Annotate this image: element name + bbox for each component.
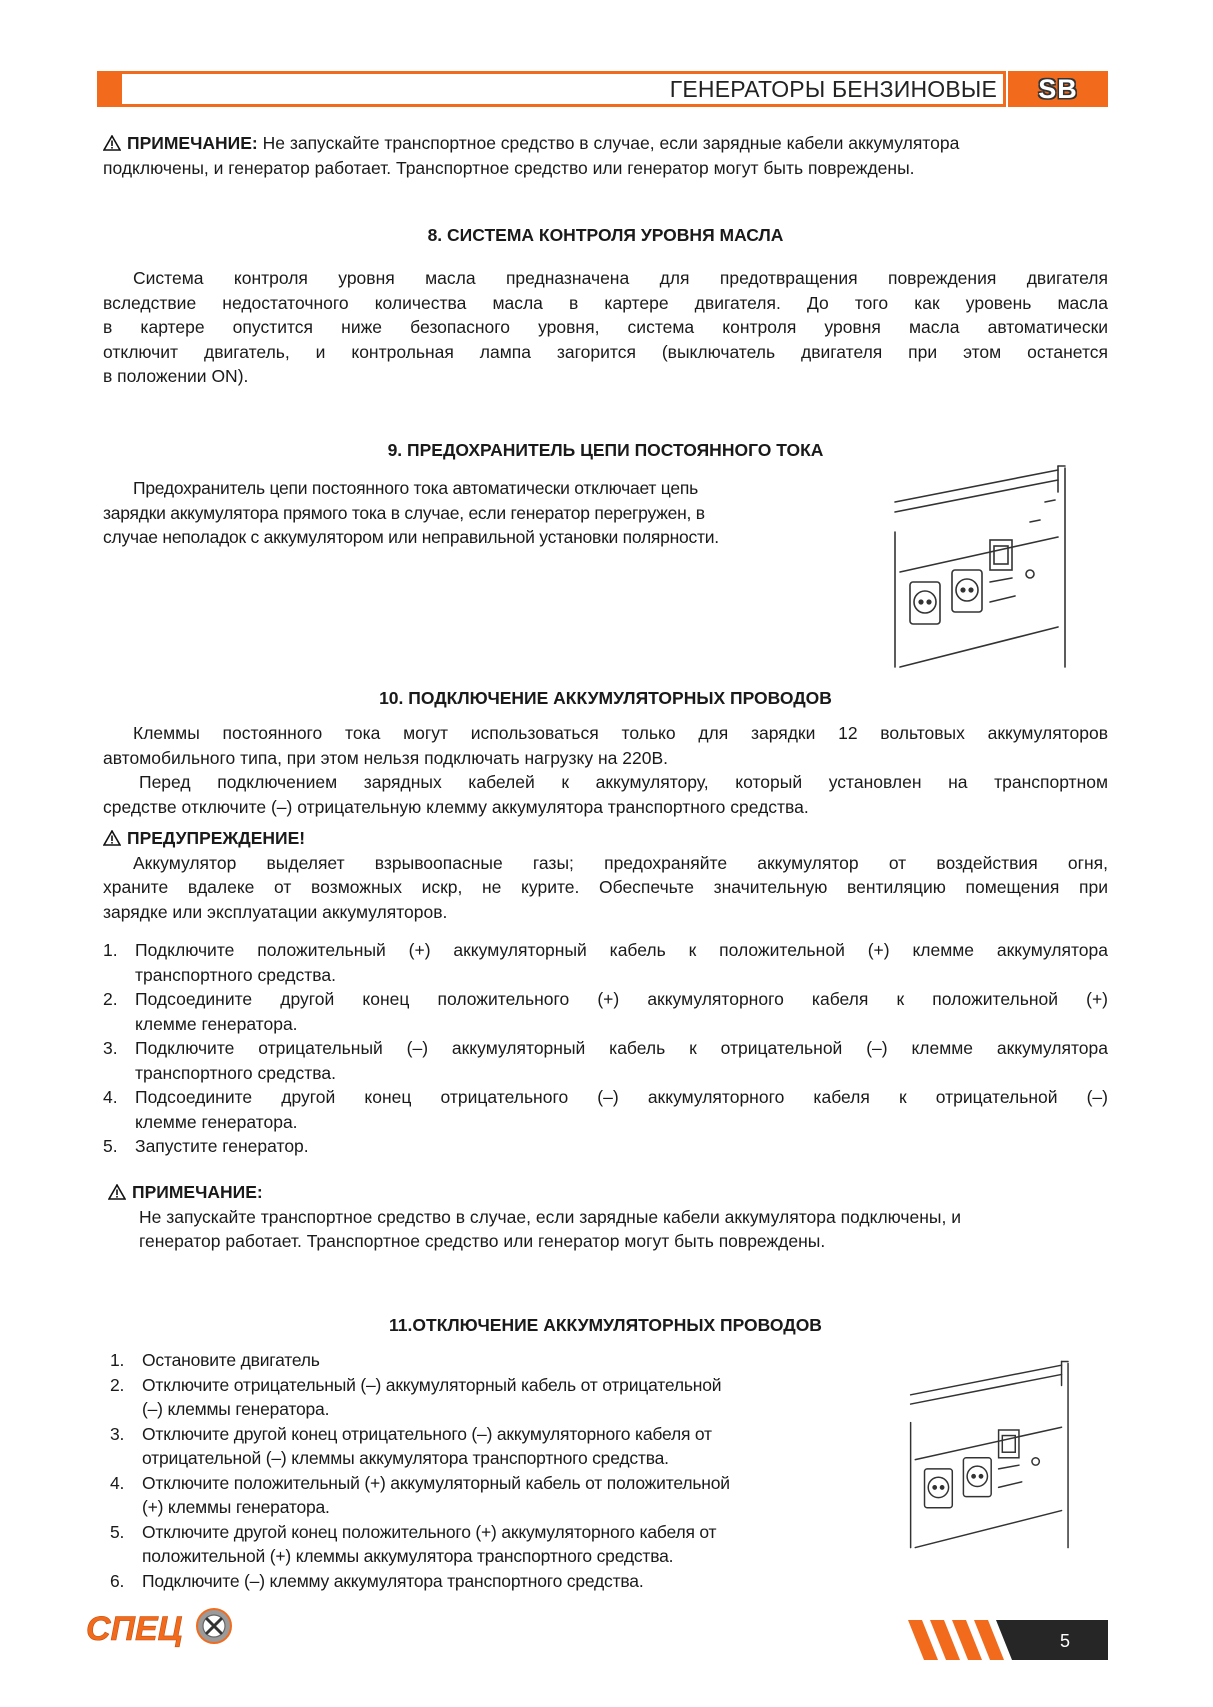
- note-top: [103, 131, 1108, 180]
- connect-steps-list: [103, 938, 1108, 1159]
- warning-line: Аккумулятор выделяет взрывоопасные газы; предохраняйте аккумулятор от воздействия огня,: [133, 852, 1108, 873]
- section-8-line: отключит двигатель, и контрольная лампа загорится (выключатель двигателя при этом останется: [103, 341, 1108, 362]
- list-item: 2. Подсоедините другой конец положительного (+) аккумуляторного кабеля к положительной (+) клемме генератора.: [103, 989, 1108, 1034]
- list-item: 5. Отключите другой конец положительного (+) аккумуляторного кабеля от положительной (+) клеммы аккумулятора транспортного средства.: [110, 1521, 717, 1566]
- list-item: 4. Отключите положительный (+) аккумуляторный кабель от положительной (+) клеммы генератора.: [110, 1472, 730, 1517]
- section-9-line: случае неполадок с аккумулятором или неправильной установки полярности.: [103, 527, 719, 547]
- list-item: 1. Остановите двигатель: [110, 1350, 320, 1370]
- section-8-line: вследствие недостаточного количества масла в картере двигателя. До того как уровень масла: [103, 292, 1108, 313]
- section-11-title: 11.ОТКЛЮЧЕНИЕ АККУМУЛЯТОРНЫХ ПРОВОДОВ: [389, 1315, 822, 1335]
- section-10-line: средстве отключите (–) отрицательную клемму аккумулятора транспортного средства.: [103, 796, 809, 817]
- section-10-title: 10. ПОДКЛЮЧЕНИЕ АККУМУЛЯТОРНЫХ ПРОВОДОВ: [379, 688, 832, 708]
- logo-text: СПЕЦ: [86, 1610, 183, 1648]
- logo-graphic: [84, 1602, 234, 1652]
- list-item: 6. Подключите (–) клемму аккумулятора транспортного средства.: [110, 1570, 644, 1591]
- note-line: генератор работает. Транспортное средство или генератор могут быть повреждены.: [139, 1231, 826, 1251]
- section-10-body: [103, 721, 1108, 819]
- section-9-title: 9. ПРЕДОХРАНИТЕЛЬ ЦЕПИ ПОСТОЯННОГО ТОКА: [387, 440, 824, 460]
- brand-badge: [1008, 71, 1108, 107]
- page-number-bar: [908, 1620, 1108, 1660]
- section-8-title: 8. СИСТЕМА КОНТРОЛЯ УРОВНЯ МАСЛА: [427, 225, 784, 245]
- section-8-body: [103, 266, 1108, 389]
- warning-icon: [103, 830, 121, 846]
- section-9-body: [103, 476, 848, 550]
- page-number: 5: [1059, 1631, 1071, 1651]
- list-item: 3. Подключите отрицательный (–) аккумуляторный кабель к отрицательной (–) клемме аккумулятора транспортного средства.: [103, 1038, 1108, 1083]
- section-9-line: Предохранитель цепи постоянного тока автоматически отключает цепь: [133, 478, 698, 498]
- list-item: 1. Подключите положительный (+) аккумуляторный кабель к положительной (+) клемме аккумулятора транспортного средства.: [103, 940, 1108, 985]
- brand-badge-label: SB: [1038, 73, 1078, 104]
- list-item: 3. Отключите другой конец отрицательного (–) аккумуляторного кабеля от отрицательной (–) клеммы аккумулятора транспортного средства.: [110, 1423, 712, 1468]
- header-accent-block: [97, 71, 119, 107]
- generator-panel-figure: [890, 462, 1106, 672]
- section-8-line: в картере опустится ниже безопасного уровня, система контроля уровня масла автоматически: [103, 317, 1108, 337]
- section-10-warning: [103, 826, 1108, 924]
- section-8-line: в положении ON).: [103, 366, 249, 386]
- warning-icon: [108, 1184, 126, 1200]
- note-label: ПРИМЕЧАНИЕ:: [132, 1182, 263, 1202]
- section-8-line: Система контроля уровня масла предназначена для предотвращения повреждения двигателя: [133, 268, 1108, 288]
- warning-label: ПРЕДУПРЕЖДЕНИЕ!: [127, 828, 306, 848]
- note-line: Не запускайте транспортное средство в случае, если зарядные кабели аккумулятора подключены, и: [139, 1206, 962, 1227]
- page-title: ГЕНЕРАТОРЫ БЕНЗИНОВЫЕ: [669, 76, 997, 102]
- brand-logo: [84, 1602, 234, 1652]
- warning-line: храните вдалеке от возможных искр, не курите. Обеспечьте значительную вентиляцию помещения при: [103, 877, 1108, 897]
- note-top-line2: подключены, и генератор работает. Транспортное средство или генератор могут быть повреждены.: [103, 157, 915, 178]
- list-item: 5. Запустите генератор.: [103, 1136, 309, 1156]
- section-10-line: Перед подключением зарядных кабелей к аккумулятору, который установлен на транспортном: [139, 772, 1108, 792]
- section-10-note: [108, 1180, 1113, 1254]
- generator-panel-figure-2: [906, 1350, 1106, 1560]
- section-10-line: Клеммы постоянного тока могут использоваться только для зарядки 12 вольтовых аккумуляторов: [133, 723, 1108, 743]
- list-item: 2. Отключите отрицательный (–) аккумуляторный кабель от отрицательной (–) клеммы генератора.: [110, 1374, 722, 1419]
- note-top-label: ПРИМЕЧАНИЕ:: [127, 133, 258, 153]
- warning-line: зарядке или эксплуатации аккумуляторов.: [103, 901, 448, 922]
- note-top-line1: Не запускайте транспортное средство в случае, если зарядные кабели аккумулятора: [257, 133, 960, 153]
- warning-icon: [103, 135, 121, 151]
- section-10-line: автомобильного типа, при этом нельзя подключать нагрузку на 220В.: [103, 747, 668, 768]
- disconnect-steps-list: [110, 1348, 860, 1593]
- list-item: 4. Подсоедините другой конец отрицательного (–) аккумуляторного кабеля к отрицательной (–) клемме генератора.: [103, 1087, 1108, 1132]
- section-9-line: зарядки аккумулятора прямого тока в случае, если генератор перегружен, в: [103, 502, 705, 523]
